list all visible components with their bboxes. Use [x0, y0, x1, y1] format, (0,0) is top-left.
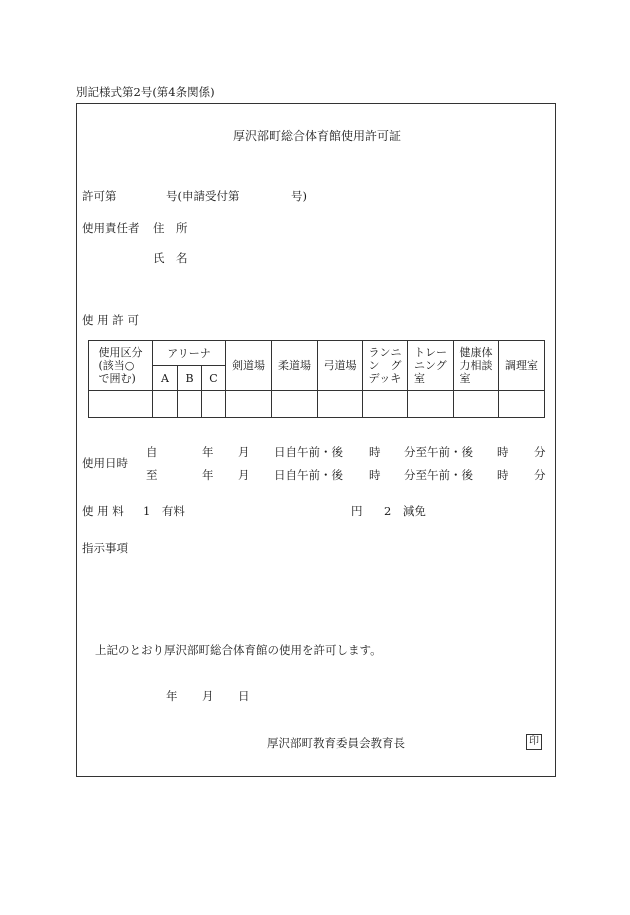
date-month: 月 — [202, 689, 214, 703]
address-label: 住 所 — [153, 221, 188, 235]
permit-no-unit: 号(申請受付第 — [166, 189, 240, 203]
usage-category-table — [88, 340, 545, 418]
fee-yen: 円 — [351, 504, 363, 518]
facility-line: ランニ — [368, 346, 402, 359]
permission-label: 使 用 許 可 — [82, 313, 139, 327]
arena-b: B — [178, 366, 202, 391]
fee-paid: 1 有料 — [143, 504, 185, 518]
datetime-from-day-ampm: 日自午前・後 — [274, 445, 343, 459]
permit-no-unit-end: 号) — [291, 189, 307, 203]
usage-datetime-label: 使用日時 — [82, 456, 128, 470]
row-header-line: 使用区分 — [98, 346, 143, 359]
seal-mark: 印 — [526, 734, 542, 750]
responsible-label: 使用責任者 — [82, 221, 140, 235]
date-day: 日 — [238, 689, 250, 703]
facility-training-room — [408, 341, 454, 391]
facility-line: 健康体 — [459, 346, 493, 359]
check-cell-kyudo — [318, 391, 363, 418]
facility-line: トレー — [414, 346, 447, 359]
facility-kyudo: 弓道場 — [318, 341, 363, 391]
datetime-to-min2: 分 — [534, 468, 546, 482]
form-reference: 別記様式第2号(第4条関係) — [76, 85, 215, 99]
check-cell-judo — [272, 391, 318, 418]
facility-line: 室 — [459, 372, 471, 385]
check-cell-health — [454, 391, 499, 418]
datetime-to-year: 年 — [202, 468, 214, 482]
facility-cooking-room: 調理室 — [499, 341, 545, 391]
datetime-from-min2: 分 — [534, 445, 546, 459]
check-cell — [89, 391, 153, 418]
datetime-to-start: 至 — [146, 468, 158, 482]
facility-line: 室 — [414, 372, 425, 385]
facility-line: デッキ — [368, 372, 402, 385]
datetime-from-hour: 時 — [369, 445, 381, 459]
datetime-from-start: 自 — [146, 445, 158, 459]
check-cell-arena-a — [153, 391, 178, 418]
arena-c: C — [202, 366, 226, 391]
datetime-to-month: 月 — [238, 468, 250, 482]
datetime-from-hour2: 時 — [497, 445, 509, 459]
datetime-from-month: 月 — [238, 445, 250, 459]
permit-no-label: 許可第 — [82, 189, 117, 203]
datetime-to-day-ampm: 日自午前・後 — [274, 468, 343, 482]
fee-exempt: 2 減免 — [384, 504, 426, 518]
facility-health-room — [454, 341, 499, 391]
datetime-from-year: 年 — [202, 445, 214, 459]
check-cell-cooking — [499, 391, 545, 418]
page-title: 厚沢部町総合体育館使用許可証 — [233, 129, 402, 143]
name-label: 氏 名 — [153, 251, 188, 265]
fee-label: 使 用 料 — [82, 504, 124, 518]
row-header-line: (該当○ — [98, 359, 135, 372]
check-cell-arena-c — [202, 391, 226, 418]
facility-line: 力相談 — [459, 359, 493, 372]
permission-statement: 上記のとおり厚沢部町総合体育館の使用を許可します。 — [95, 643, 382, 657]
row-header-line: で囲む) — [98, 372, 136, 385]
check-cell-running — [363, 391, 408, 418]
facility-line: ニング — [414, 359, 447, 372]
row-header-cell — [89, 341, 153, 391]
check-cell-training — [408, 391, 454, 418]
facility-judo: 柔道場 — [272, 341, 318, 391]
datetime-to-hour: 時 — [369, 468, 381, 482]
arena-a: A — [153, 366, 178, 391]
arena-header: アリーナ — [153, 341, 226, 366]
facility-kendo: 剣道場 — [226, 341, 272, 391]
issuer: 厚沢部町教育委員会教育長 — [267, 736, 405, 750]
date-year: 年 — [166, 689, 178, 703]
datetime-to-hour2: 時 — [497, 468, 509, 482]
facility-running-deck — [363, 341, 408, 391]
facility-line: ン グ — [368, 359, 402, 372]
permit-frame — [76, 103, 556, 777]
check-cell-arena-b — [178, 391, 202, 418]
instructions-label: 指示事項 — [82, 541, 128, 555]
check-cell-kendo — [226, 391, 272, 418]
datetime-from-min-ampm: 分至午前・後 — [404, 445, 473, 459]
datetime-to-min-ampm: 分至午前・後 — [404, 468, 473, 482]
